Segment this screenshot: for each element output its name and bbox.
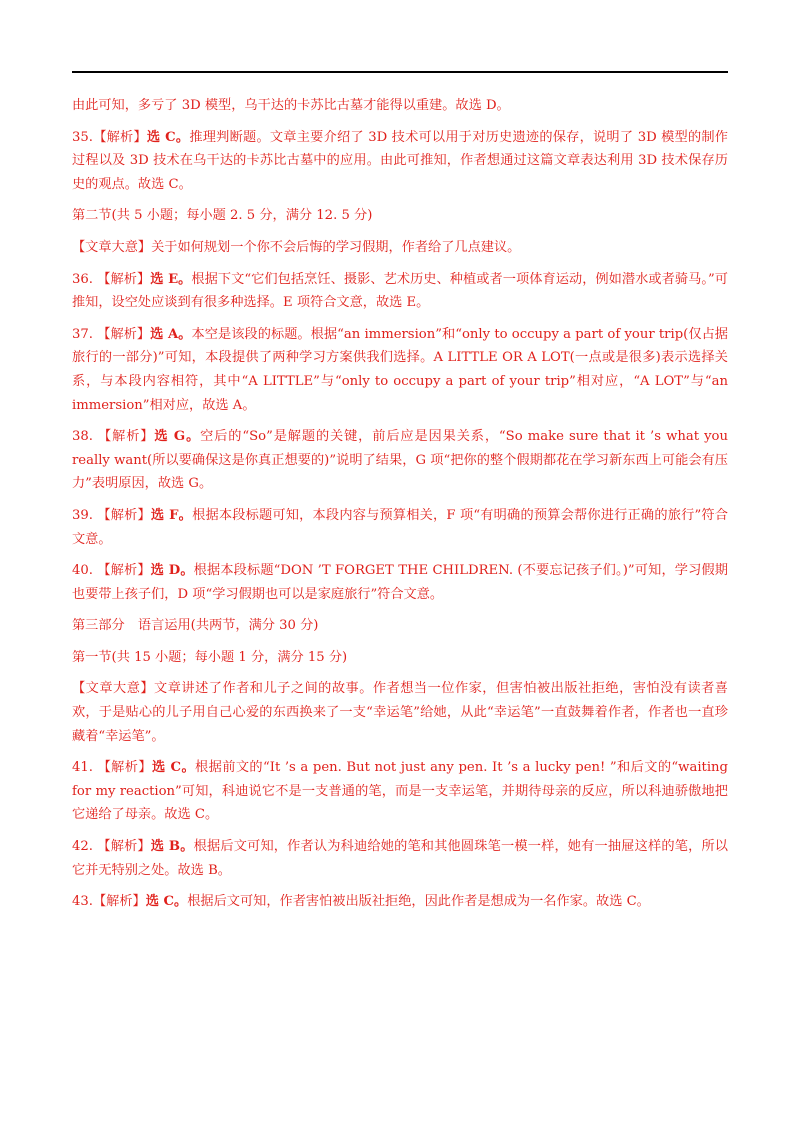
paragraph-l13	[72, 756, 728, 827]
answer-choice: 选 G。	[154, 429, 201, 445]
text-segment: 根据本段标题可知，本段内容与预算相关，F 项“有明确的预算会帮你进行正确的旅行”符合文意。	[72, 507, 728, 547]
answer-choice: 选 A。	[150, 326, 192, 342]
answer-choice: 选 B。	[150, 839, 194, 855]
text-segment: 43.【解析】	[72, 894, 146, 910]
answer-choice: 选 C。	[151, 760, 196, 776]
paragraph-l7	[72, 425, 728, 496]
paragraph-l6	[72, 323, 728, 417]
text-segment: 根据下文“它们包括烹饪、摄影、艺术历史、种植或者一项体育运动，例如潜水或者骑马。”可推知，设空处应谈到有很多种选择。E 项符合文意，故选 E。	[72, 271, 728, 311]
text-segment: 41. 【解析】	[72, 760, 152, 776]
text-segment: 本空是该段的标题。根据“an immersion”和“only to occupy a part of your trip(仅占据旅行的一部分)”可知，本段提供了两种学习方案供我们选择。A LITTLE OR A LOT(一点或是很多)表示选择关系，与本段内容相符，其中“A LITTLE”与“only to occupy a part of your trip”相对应，“A LOT”与“an immersion”相对应，故选 A。	[72, 326, 728, 413]
text-segment: 【文章大意】关于如何规划一个你不会后悔的学习假期，作者给了几点建议。	[72, 239, 521, 255]
paragraph-l12	[72, 677, 728, 748]
paragraph-l11	[72, 646, 728, 670]
text-segment: 37. 【解析】	[72, 326, 151, 342]
answer-choice: 选 E。	[150, 271, 192, 287]
text-segment: 【文章大意】文章讲述了作者和儿子之间的故事。作者想当一位作家，但害怕被出版社拒绝，害怕没有读者喜欢，于是贴心的儿子用自己心爱的东西换来了一支“幸运笔”给她，从此“幸运笔”一直鼓舞着作者，作者也一直珍藏着“幸运笔”。	[72, 681, 728, 744]
answer-choice: 选 C。	[146, 129, 190, 145]
header-rule	[72, 71, 728, 73]
text-segment: 根据本段标题“DON ’T FORGET THE CHILDREN. (不要忘记孩子们。)”可知，学习假期也要带上孩子们，D 项“学习假期也可以是家庭旅行”符合文意。	[72, 563, 728, 602]
text-segment: 35.【解析】	[72, 129, 147, 145]
paragraph-l9	[72, 559, 728, 606]
text-segment: 第二节(共 5 小题；每小题 2. 5 分，满分 12. 5 分)	[72, 208, 373, 224]
paragraph-l3	[72, 204, 728, 228]
text-segment: 由此可知，多亏了 3D 模型，乌干达的卡苏比古墓才能得以重建。故选 D。	[72, 98, 510, 113]
paragraph-l8	[72, 504, 728, 551]
paragraph-l14	[72, 835, 728, 882]
paragraph-l4	[72, 236, 728, 260]
document-body	[72, 94, 728, 922]
text-segment: 42. 【解析】	[72, 839, 151, 855]
text-segment: 39. 【解析】	[72, 507, 151, 523]
text-segment: 38. 【解析】	[72, 429, 155, 445]
answer-choice: 选 F。	[150, 507, 193, 523]
text-segment: 根据后文可知，作者认为科迪给她的笔和其他圆珠笔一模一样，她有一抽屉这样的笔，所以它并无特别之处。故选 B。	[72, 839, 728, 878]
answer-choice: 选 C。	[145, 894, 188, 910]
text-segment: 第三部分 语言运用(共两节，满分 30 分)	[72, 618, 319, 634]
text-segment: 第一节(共 15 小题；每小题 1 分，满分 15 分)	[72, 649, 348, 665]
text-segment: 空后的“So”是解题的关键，前后应是因果关系，“So make sure that it ’s what you really want(所以要确保这是你真正想要的)”说明了结果，G 项“把你的整个假期都花在学习新东西上可能会有压力”表明原因，故选 G。	[72, 429, 728, 492]
paragraph-l10	[72, 614, 728, 638]
text-segment: 40. 【解析】	[72, 563, 151, 579]
paragraph-l15	[72, 890, 728, 914]
text-segment: 根据后文可知，作者害怕被出版社拒绝，因此作者是想成为一名作家。故选 C。	[187, 894, 650, 910]
text-segment: 推理判断题。文章主要介绍了 3D 技术可以用于对历史遗迹的保存，说明了 3D 模型的制作过程以及 3D 技术在乌干达的卡苏比古墓中的应用。由此可推知，作者想通过这篇文章表达利用 3D 技术保存历史的观点。故选 C。	[72, 129, 728, 192]
paragraph-l2	[72, 126, 728, 197]
answer-choice: 选 D。	[150, 563, 194, 579]
paragraph-l1	[72, 94, 728, 118]
text-segment: 36. 【解析】	[72, 271, 151, 287]
text-segment: 根据前文的“It ’s a pen. But not just any pen. It ’s a lucky pen! ”和后文的“waiting for my reaction”可知，科迪说它不是一支普通的笔，而是一支幸运笔，并期待母亲的反应，所以科迪骄傲地把它递给了母亲。故选 C。	[72, 760, 728, 823]
paragraph-l5	[72, 268, 728, 315]
